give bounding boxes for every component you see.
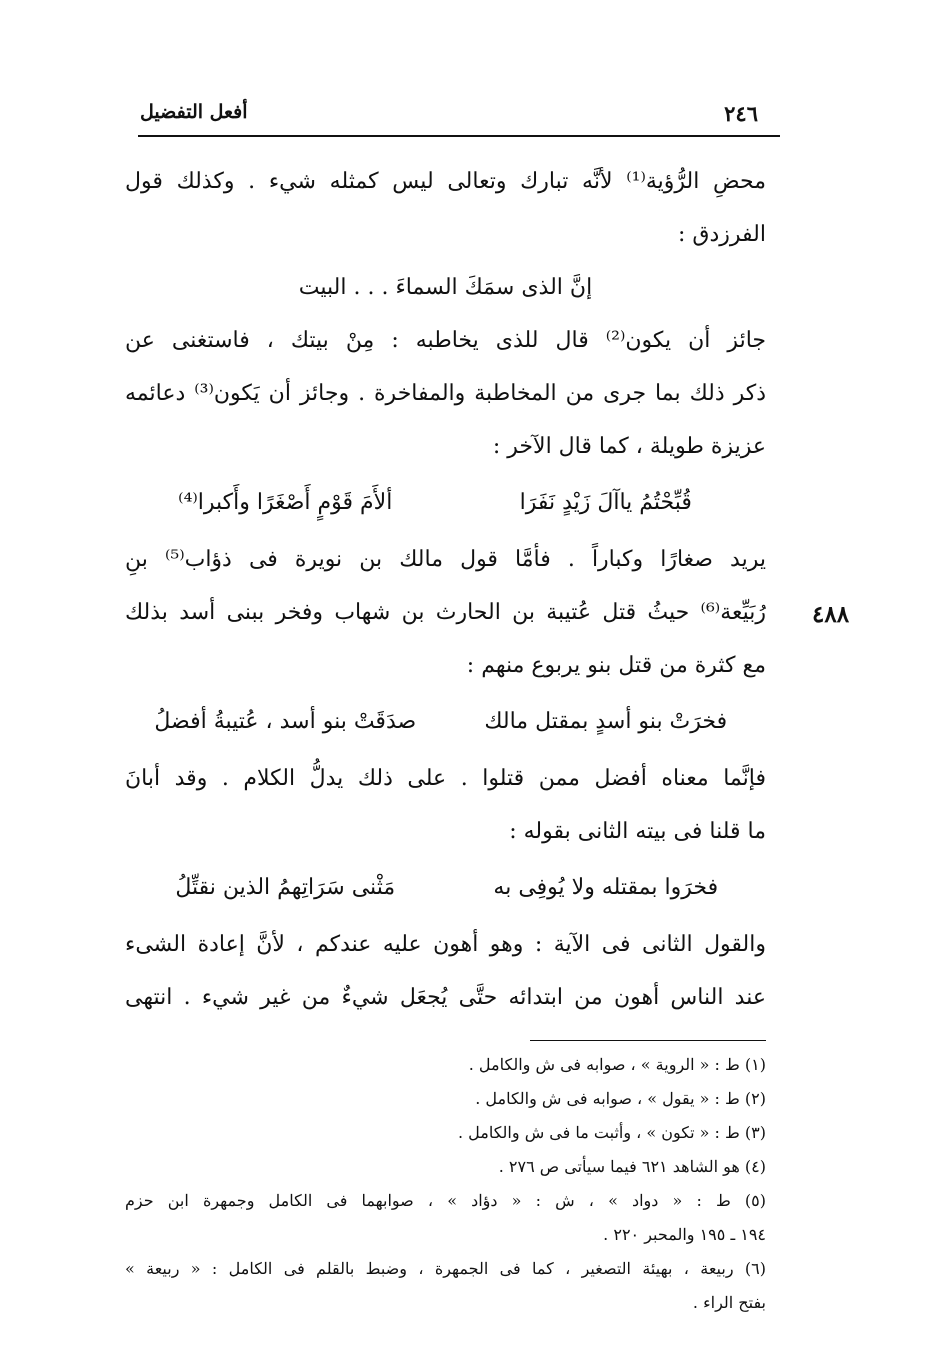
footnote-continuation: بفتح الراء . xyxy=(692,1293,766,1312)
text-line: ما قلنا فى بيته الثانى بقوله : xyxy=(509,819,766,844)
running-title: أفعل التفضيل xyxy=(140,101,248,123)
main-text xyxy=(125,155,766,1024)
verse-first-hemistich: فخرَوا بمقتله ولا يُوفِى به xyxy=(493,875,719,900)
poem-verse xyxy=(125,473,766,533)
text-line: محضِ الرُّؤية⁽¹⁾ لأنَّه تبارك وتعالى ليس كمثله شيء . وكذلك قول xyxy=(125,169,766,194)
footnote: (٦) ربيعة ، بهيئة التصغير ، كما فى الجمهرة ، وضبط بالقلم فى الكامل : « ربيعة » xyxy=(125,1259,766,1278)
verse-first-hemistich: قُبِّحْتُمُ ياآلَ زَيْدٍ نَفَرَا xyxy=(519,490,692,515)
text-line: الفرزدق : xyxy=(678,222,766,247)
page-header xyxy=(138,95,780,137)
footnote: (٣) ط : « تكون » ، وأثبت ما فى ش والكامل . xyxy=(457,1123,766,1142)
page-number: ٢٤٦ xyxy=(724,101,758,126)
verse-second-hemistich: صدَقَتْ بنو أسد ، عُتيبةُ أفضلُ xyxy=(154,709,417,734)
text-line: رُبَيِّعة⁽⁶⁾ حيثُ قتل عُتيبة بن الحارث بن شهاب وفخر ببنى أسد بذلك xyxy=(125,600,766,625)
text-line: فإنَّما معناه أفضل ممن قتلوا . على ذلك يدلُّ الكلام . وقد أبانَ xyxy=(125,766,766,791)
footnote-divider xyxy=(530,1040,766,1041)
footnotes xyxy=(125,1048,766,1320)
poem-verse xyxy=(125,692,766,752)
footnote-continuation: ١٩٤ ـ ١٩٥ والمحبر ٢٢٠ . xyxy=(603,1225,766,1244)
text-line: عزيزة طويلة ، كما قال الآخر : xyxy=(492,434,766,459)
verse-second-hemistich: ألأَمَ قَوْمٍ أَصْغَرًا وأَكبرا⁽⁴⁾ xyxy=(178,490,393,515)
verse-second-hemistich: مَثْنى سَرَاتِهمُ الذين نقتِّلُ xyxy=(175,875,396,900)
verse-first-hemistich: فخرَتْ بنو أسدٍ بمقتل مالك xyxy=(484,709,728,734)
margin-number: ٤٨٨ xyxy=(812,601,850,628)
text-line: عند الناس أهون من ابتدائه حتَّى يُجعَل شيءٌ من غير شيء . انتهى xyxy=(125,985,766,1010)
text-line: مع كثرة من قتل بنو يربوع منهم : xyxy=(466,653,766,678)
text-line: يريد صغارًا وكباراً . فأمَّا قول مالك بن نويرة فى ذؤاب⁽⁵⁾ بنِ xyxy=(125,547,766,572)
text-line: جائز أن يكون⁽²⁾ قال للذى يخاطبه : مِنْ بيتك ، فاستغنى عن xyxy=(125,328,766,353)
footnote: (١) ط : « الروية » ، صوابه فى ش والكامل . xyxy=(468,1055,766,1074)
text-line: ذكر ذلك بما جرى من المخاطبة والمفاخرة . وجائز أن يَكون⁽³⁾ دعائمه xyxy=(125,381,766,406)
footnote: (٢) ط : « يقول » ، صوابه فى ش والكامل . xyxy=(475,1089,766,1108)
poem-verse xyxy=(125,858,766,918)
footnote: (٥) ط : « دواد » ، ش : « دؤاد » ، صوابهما فى الكامل وجمهرة ابن حزم xyxy=(125,1191,766,1210)
text-line: والقول الثانى فى الآية : وهو أهون عليه عندكم ، لأنَّ إعادة الشىء xyxy=(125,932,766,957)
verse-citation: إنَّ الذى سمَكَ السماءَ . . . البيت xyxy=(298,275,593,300)
footnote: (٤) هو الشاهد ٦٢١ فيما سيأتى ص ٢٧٦ . xyxy=(498,1157,766,1176)
